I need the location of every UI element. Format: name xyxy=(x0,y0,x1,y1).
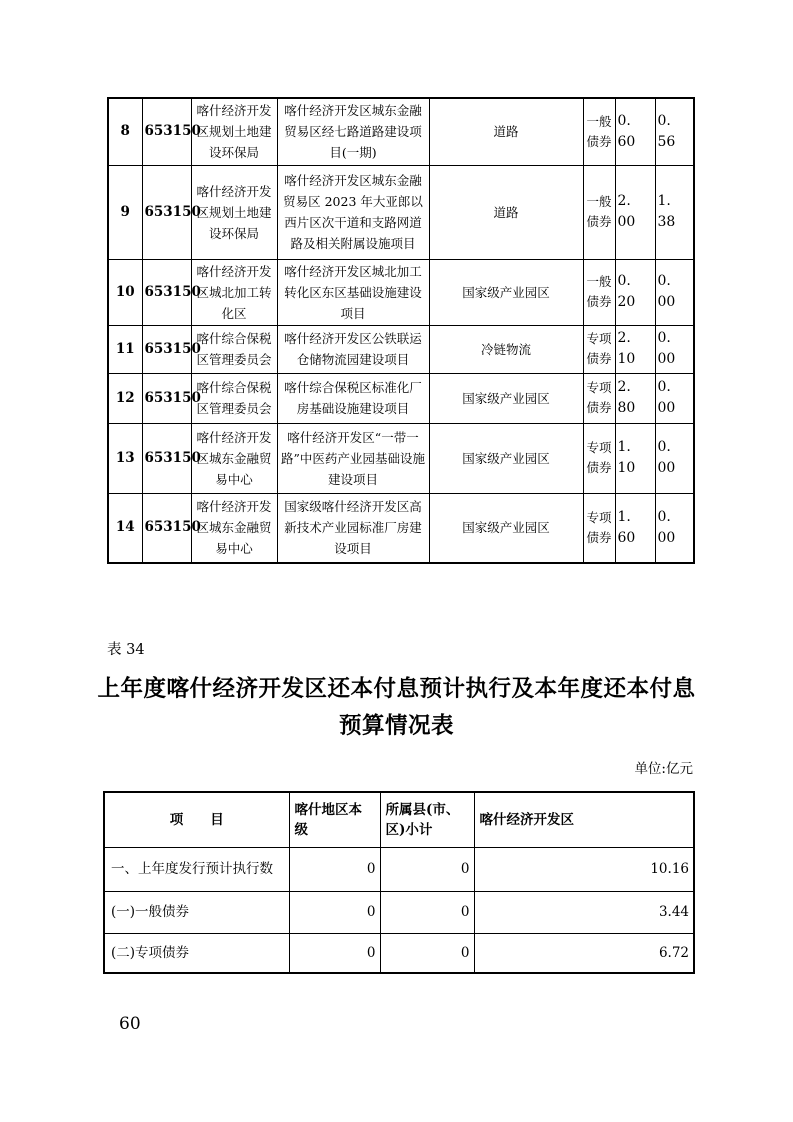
cell-seq: 9 xyxy=(108,165,142,259)
cell-kedz: 3.44 xyxy=(474,891,694,933)
cell-counties: 0 xyxy=(380,891,474,933)
cell-local: 0 xyxy=(289,847,380,891)
header-local: 喀什地区本级 xyxy=(289,792,380,847)
table-row xyxy=(108,98,694,165)
cell-bond-type: 一般债券 xyxy=(583,98,615,165)
cell-seq: 13 xyxy=(108,423,142,493)
cell-amount-1: 2. 10 xyxy=(615,325,655,373)
header-item: 项 目 xyxy=(104,792,289,847)
page-title: 上年度喀什经济开发区还本付息预计执行及本年度还本付息预算情况表 xyxy=(97,676,696,739)
cell-bond-type: 专项债券 xyxy=(583,493,615,563)
cell-local: 0 xyxy=(289,891,380,933)
table-row xyxy=(108,259,694,325)
cell-amount-2: 1. 38 xyxy=(655,165,694,259)
cell-dept: 喀什经济开发区城北加工转化区 xyxy=(191,259,277,325)
cell-bond-type: 一般债券 xyxy=(583,165,615,259)
unit-label: 单位:亿元 xyxy=(634,761,693,777)
cell-category: 国家级产业园区 xyxy=(429,423,583,493)
cell-item: (二)专项债券 xyxy=(104,933,289,973)
cell-amount-1: 1. 10 xyxy=(615,423,655,493)
cell-code: 653150 xyxy=(142,423,191,493)
cell-category: 国家级产业园区 xyxy=(429,259,583,325)
table-row xyxy=(108,373,694,423)
cell-category: 冷链物流 xyxy=(429,325,583,373)
cell-category: 道路 xyxy=(429,165,583,259)
cell-counties: 0 xyxy=(380,933,474,973)
table-row xyxy=(104,891,694,933)
repayment-summary-table xyxy=(103,791,695,974)
cell-local: 0 xyxy=(289,933,380,973)
cell-amount-2: 0. 00 xyxy=(655,325,694,373)
cell-amount-1: 0. 20 xyxy=(615,259,655,325)
cell-category: 国家级产业园区 xyxy=(429,493,583,563)
table-row xyxy=(108,325,694,373)
cell-dept: 喀什综合保税区管理委员会 xyxy=(191,373,277,423)
cell-amount-2: 0. 56 xyxy=(655,98,694,165)
cell-code: 653150 xyxy=(142,325,191,373)
cell-amount-1: 2. 80 xyxy=(615,373,655,423)
cell-project: 国家级喀什经济开发区高新技术产业园标准厂房建设项目 xyxy=(277,493,429,563)
cell-dept: 喀什经济开发区城东金融贸易中心 xyxy=(191,493,277,563)
table-row xyxy=(108,423,694,493)
cell-bond-type: 专项债券 xyxy=(583,325,615,373)
cell-project: 喀什经济开发区城北加工转化区东区基础设施建设项目 xyxy=(277,259,429,325)
cell-amount-2: 0. 00 xyxy=(655,373,694,423)
cell-amount-2: 0. 00 xyxy=(655,493,694,563)
cell-code: 653150 xyxy=(142,373,191,423)
cell-bond-type: 专项债券 xyxy=(583,423,615,493)
cell-amount-2: 0. 00 xyxy=(655,259,694,325)
table-header-row xyxy=(104,792,694,847)
cell-category: 道路 xyxy=(429,98,583,165)
cell-seq: 10 xyxy=(108,259,142,325)
table-row xyxy=(104,847,694,891)
cell-amount-1: 1. 60 xyxy=(615,493,655,563)
cell-code: 653150 xyxy=(142,493,191,563)
cell-dept: 喀什经济开发区规划土地建设环保局 xyxy=(191,165,277,259)
cell-seq: 8 xyxy=(108,98,142,165)
cell-project: 喀什经济开发区“一带一路”中医药产业园基础设施建设项目 xyxy=(277,423,429,493)
cell-amount-1: 0. 60 xyxy=(615,98,655,165)
cell-seq: 14 xyxy=(108,493,142,563)
header-kedz: 喀什经济开发区 xyxy=(474,792,694,847)
cell-project: 喀什经济开发区公铁联运仓储物流园建设项目 xyxy=(277,325,429,373)
cell-seq: 11 xyxy=(108,325,142,373)
cell-project: 喀什综合保税区标准化厂房基础设施建设项目 xyxy=(277,373,429,423)
cell-project: 喀什经济开发区城东金融贸易区经七路道路建设项目(一期) xyxy=(277,98,429,165)
cell-bond-type: 专项债券 xyxy=(583,373,615,423)
cell-counties: 0 xyxy=(380,847,474,891)
cell-dept: 喀什经济开发区城东金融贸易中心 xyxy=(191,423,277,493)
cell-bond-type: 一般债券 xyxy=(583,259,615,325)
table-number-label: 表 34 xyxy=(107,642,145,658)
cell-code: 653150 xyxy=(142,259,191,325)
cell-category: 国家级产业园区 xyxy=(429,373,583,423)
cell-code: 653150 xyxy=(142,98,191,165)
cell-kedz: 6.72 xyxy=(474,933,694,973)
table-row xyxy=(108,493,694,563)
cell-project: 喀什经济开发区城东金融贸易区 2023 年大亚郎以西片区次干道和支路网道路及相关附属设施项目 xyxy=(277,165,429,259)
cell-item: 一、上年度发行预计执行数 xyxy=(104,847,289,891)
table-row xyxy=(104,933,694,973)
cell-item: (一)一般债券 xyxy=(104,891,289,933)
bond-project-table xyxy=(107,97,695,564)
table-row xyxy=(108,165,694,259)
cell-amount-2: 0. 00 xyxy=(655,423,694,493)
page-number: 60 xyxy=(119,1014,141,1034)
cell-dept: 喀什综合保税区管理委员会 xyxy=(191,325,277,373)
cell-kedz: 10.16 xyxy=(474,847,694,891)
cell-code: 653150 xyxy=(142,165,191,259)
cell-amount-1: 2. 00 xyxy=(615,165,655,259)
cell-dept: 喀什经济开发区规划土地建设环保局 xyxy=(191,98,277,165)
header-counties: 所属县(市、区)小计 xyxy=(380,792,474,847)
cell-seq: 12 xyxy=(108,373,142,423)
